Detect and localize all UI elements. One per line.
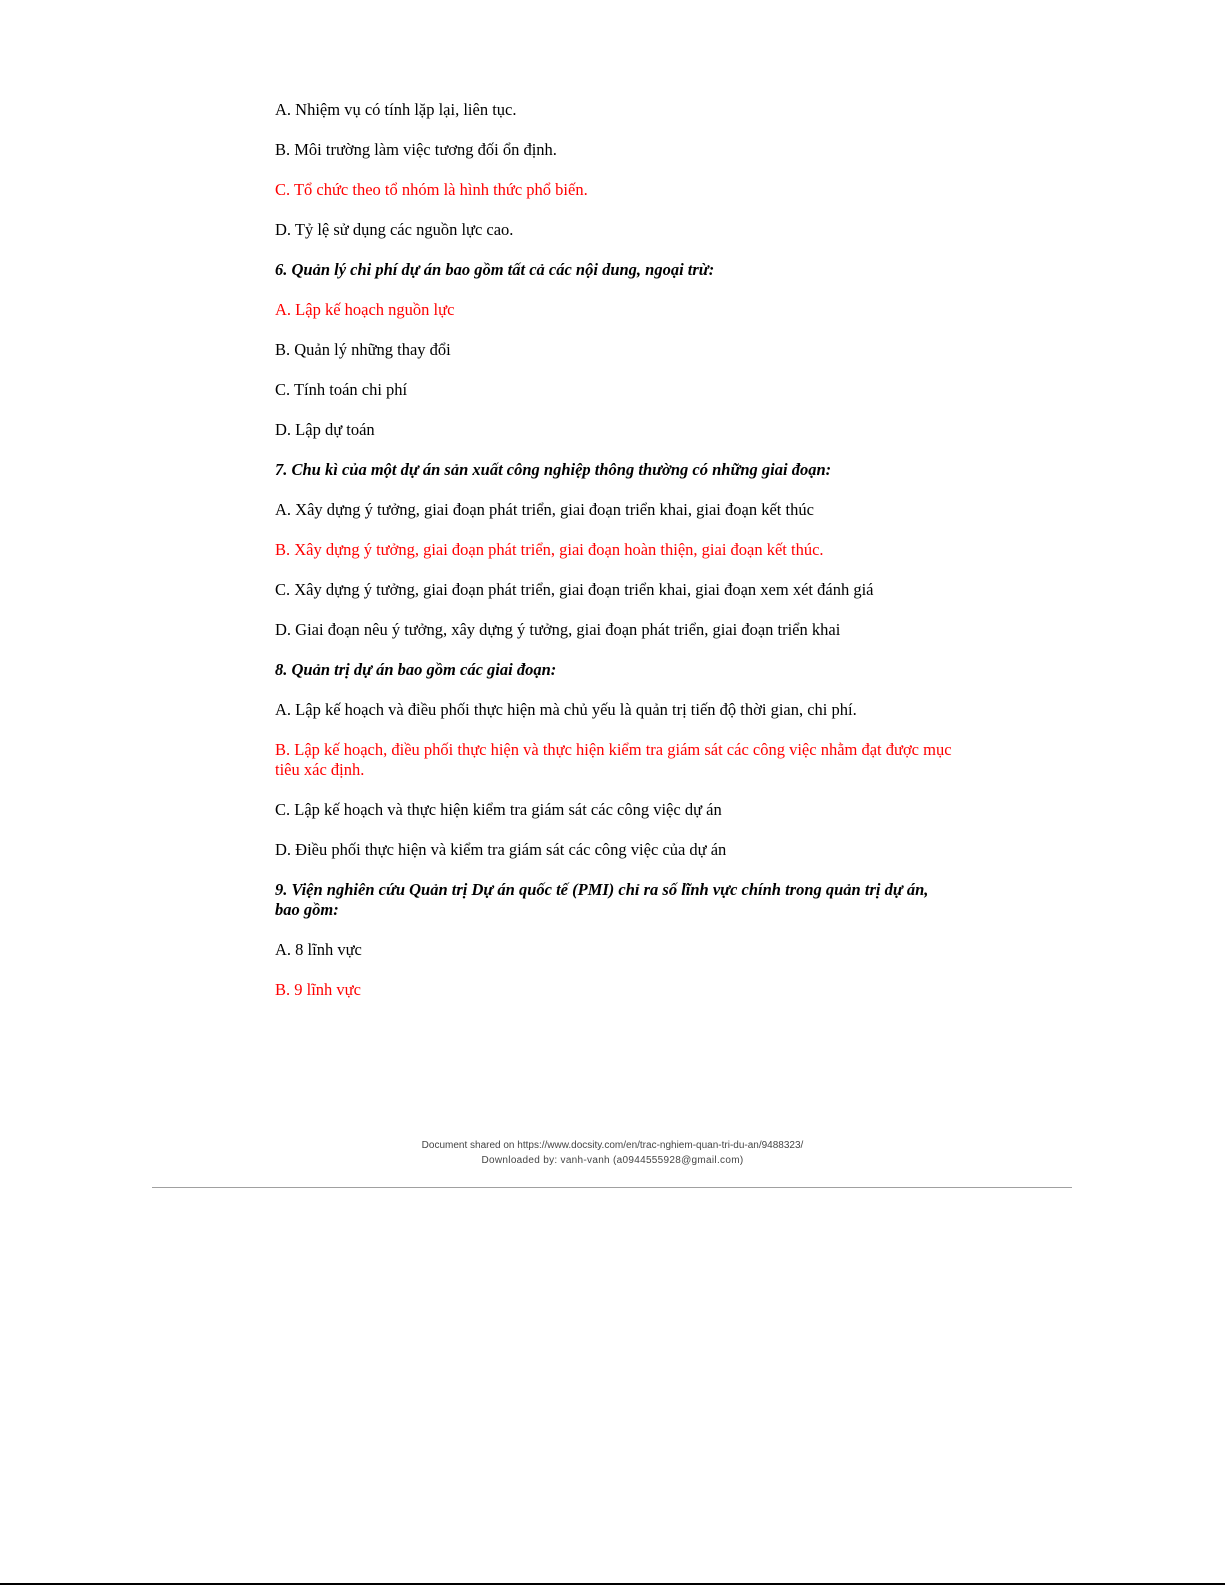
option-text: C. Lập kế hoạch và thực hiện kiểm tra giám sát các công việc dự án bbox=[275, 800, 722, 819]
option-text: D. Giai đoạn nêu ý tưởng, xây dựng ý tưởng, giai đoạn phát triển, giai đoạn triển khai bbox=[275, 620, 841, 639]
option-text: C. Tính toán chi phí bbox=[275, 380, 408, 399]
option-text: C. Xây dựng ý tưởng, giai đoạn phát triển, giai đoạn triển khai, giai đoạn xem xét đánh giá bbox=[275, 580, 874, 599]
correct-option-text: A. Lập kế hoạch nguồn lực bbox=[275, 300, 455, 319]
page-divider bbox=[152, 1187, 1072, 1188]
question-6: 6. Quản lý chi phí dự án bao gồm tất cả các nội dung, ngoại trừ: bbox=[275, 260, 715, 279]
question-7: 7. Chu kì của một dự án sản xuất công nghiệp thông thường có những giai đoạn: bbox=[275, 460, 832, 479]
question-9: 9. Viện nghiên cứu Quản trị Dự án quốc tế (PMI) chỉ ra số lĩnh vực chính trong quản trị dự án, bao gồm: bbox=[275, 880, 929, 919]
correct-option-text: C. Tổ chức theo tổ nhóm là hình thức phổ biến. bbox=[275, 180, 588, 199]
option-text: A. Lập kế hoạch và điều phối thực hiện mà chủ yếu là quản trị tiến độ thời gian, chi phí. bbox=[275, 700, 857, 719]
document-page bbox=[275, 100, 955, 1020]
correct-option-text: B. 9 lĩnh vực bbox=[275, 980, 361, 999]
correct-option-text: B. Lập kế hoạch, điều phối thực hiện và thực hiện kiểm tra giám sát các công việc nhằm đạt được mục tiêu xác định. bbox=[275, 740, 952, 779]
option-text: A. 8 lĩnh vực bbox=[275, 940, 362, 959]
footer-shared-link[interactable]: Document shared on https://www.docsity.com/en/trac-nghiem-quan-tri-du-an/9488323/ bbox=[421, 1140, 804, 1151]
option-text: B. Quản lý những thay đổi bbox=[275, 340, 451, 359]
option-text: A. Xây dựng ý tưởng, giai đoạn phát triển, giai đoạn triển khai, giai đoạn kết thúc bbox=[275, 500, 814, 519]
correct-option-text: B. Xây dựng ý tưởng, giai đoạn phát triển, giai đoạn hoàn thiện, giai đoạn kết thúc. bbox=[275, 540, 824, 559]
option-text: D. Lập dự toán bbox=[275, 420, 375, 439]
footer-downloaded-by: Downloaded by: vanh-vanh (a0944555928@gmail.com) bbox=[481, 1155, 744, 1166]
question-8: 8. Quản trị dự án bao gồm các giai đoạn: bbox=[275, 660, 557, 679]
option-text: D. Điều phối thực hiện và kiểm tra giám sát các công việc của dự án bbox=[275, 840, 727, 859]
option-text: A. Nhiệm vụ có tính lặp lại, liên tục. bbox=[275, 100, 517, 119]
option-text: D. Tỷ lệ sử dụng các nguồn lực cao. bbox=[275, 220, 514, 239]
option-text: B. Môi trường làm việc tương đối ổn định. bbox=[275, 140, 557, 159]
